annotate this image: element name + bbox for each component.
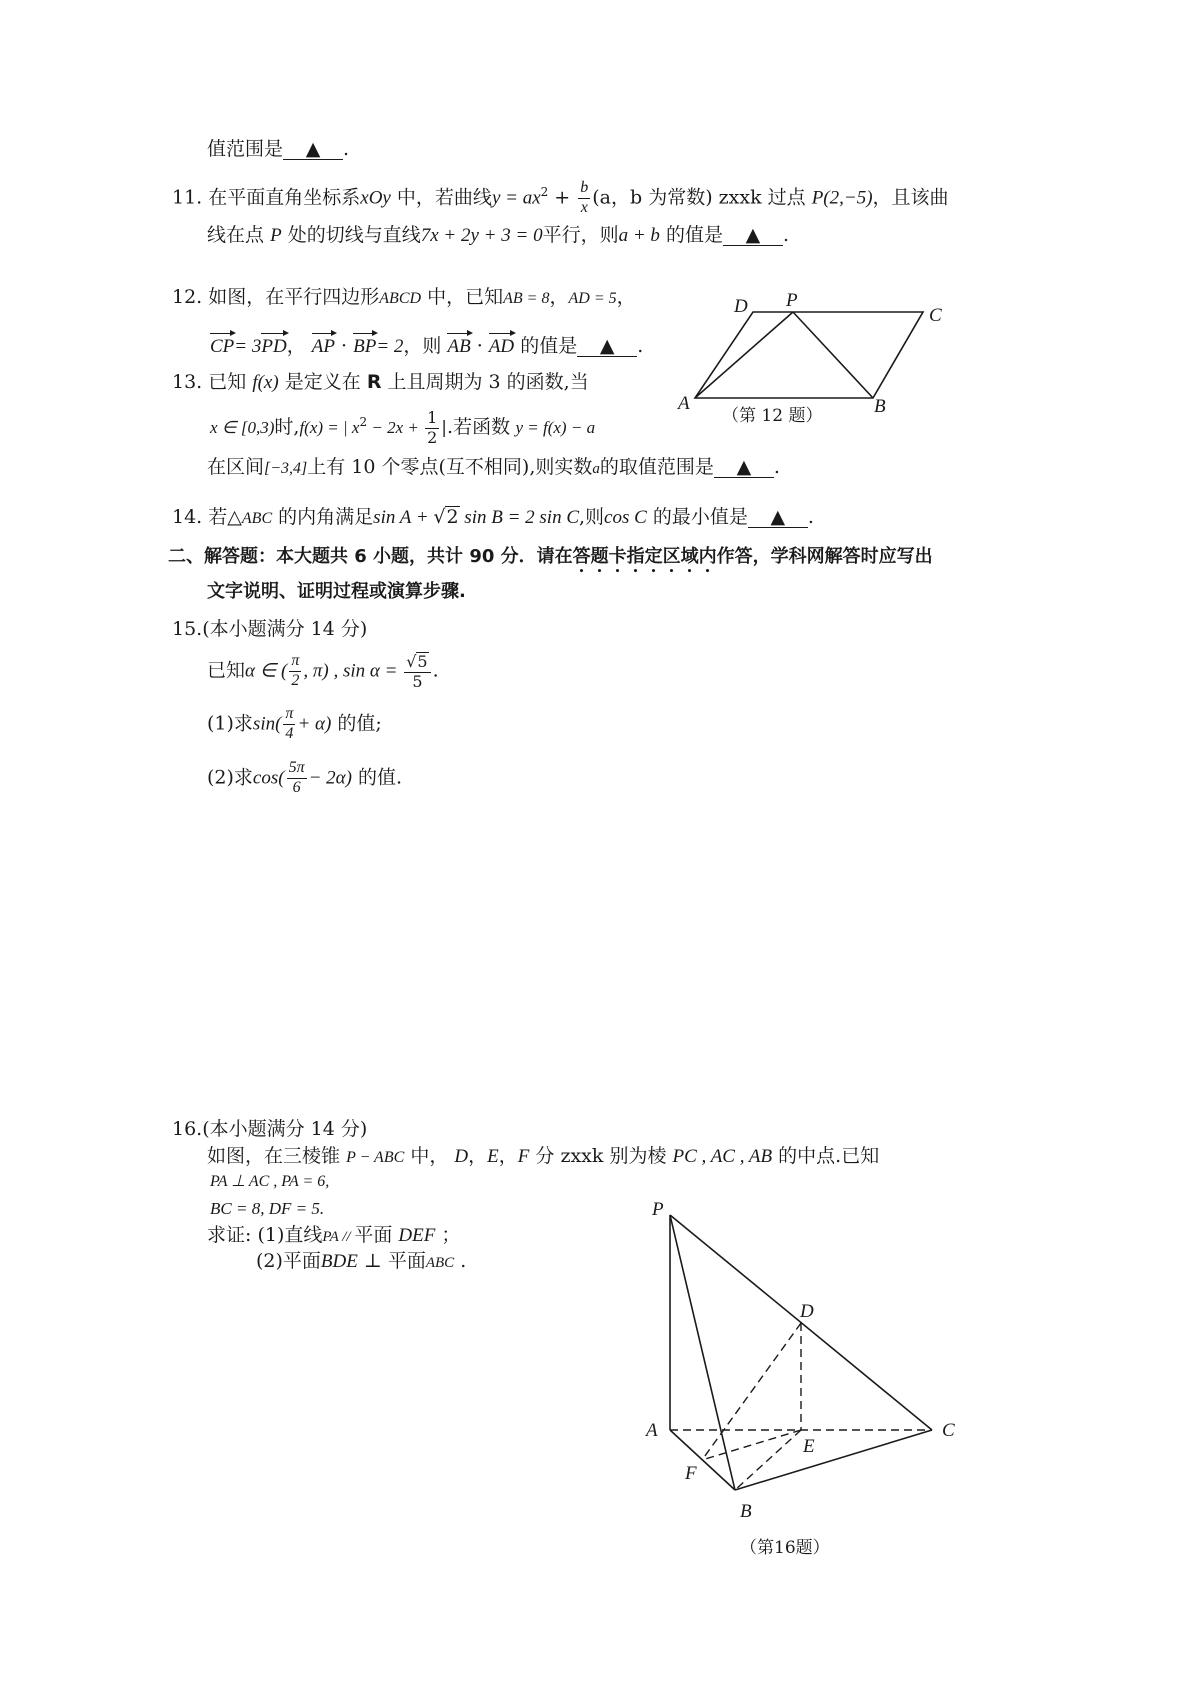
q11-number: 11. xyxy=(172,186,203,209)
q16-text: ； xyxy=(441,1224,461,1246)
q11-text: 平行，则 xyxy=(542,224,619,246)
period: . xyxy=(807,506,814,528)
period: . xyxy=(460,1250,467,1272)
q13-reals: R xyxy=(366,371,382,393)
frac-num: 1 xyxy=(427,408,438,427)
answer-blank xyxy=(748,508,808,528)
q15-text: 的值. xyxy=(358,766,403,789)
frac-den: 5 xyxy=(412,671,423,691)
q16-line2: PA ⊥ AC , PA = 6, xyxy=(210,1173,330,1190)
q11-text: 线在点 xyxy=(207,224,265,246)
vector-pd: PD xyxy=(261,333,286,356)
q15-5pi-6 xyxy=(287,760,307,797)
q13-half xyxy=(425,410,439,447)
vector-ab: AB xyxy=(447,333,470,356)
q16-pa: PA xyxy=(322,1229,339,1245)
q15-sqrt5-over-5: $\frac{√5}{5}$ xyxy=(404,652,430,691)
q16-perp: ⊥ xyxy=(357,1250,388,1272)
answer-blank xyxy=(283,140,343,160)
q16-pyramid: P − ABC xyxy=(346,1149,405,1166)
q13-text: 在区间 xyxy=(207,456,265,478)
q16-sep: ， xyxy=(498,1145,518,1167)
q15-cos-close: − 2α) xyxy=(308,767,352,789)
q16-abc: ABC xyxy=(425,1255,455,1271)
label-d: D xyxy=(734,296,748,317)
q13-interval: [−3,4] xyxy=(264,460,308,477)
q12-ab: AB = 8 xyxy=(503,290,550,307)
q16-e: E xyxy=(487,1146,499,1167)
q12-parallelogram-figure xyxy=(670,285,970,435)
q16-parallel: // xyxy=(338,1229,355,1245)
q14-triangle: ABC xyxy=(241,510,273,527)
q13-gdef: y = f(x) − a xyxy=(515,417,596,437)
q13-exponent: 2 xyxy=(359,415,368,430)
label-a: A xyxy=(646,1420,658,1441)
label-b: B xyxy=(874,396,886,417)
q16-d: D xyxy=(454,1146,469,1167)
q16-text: 的中点.已知 xyxy=(778,1145,880,1167)
q15-text: (2)求 xyxy=(207,766,253,789)
q11-text: 在平面直角坐标系 xyxy=(208,186,361,209)
q14-cos-c: cos C xyxy=(604,507,647,528)
label-b: B xyxy=(740,1501,752,1522)
q13-text: 已知 xyxy=(208,371,247,393)
label-e: E xyxy=(803,1436,815,1457)
q15-heading: 15.(本小题满分 14 分) xyxy=(172,618,368,640)
frac-den: 6 xyxy=(292,778,301,796)
frac-den: 2 xyxy=(427,427,438,447)
q12-text: ，则 xyxy=(403,335,442,357)
q16-text: 求证: (1)直线 xyxy=(207,1224,323,1246)
q11-text: 的值是 xyxy=(665,224,723,246)
q14-text: 的内角满足 xyxy=(278,506,374,528)
q11-coord-system: xOy xyxy=(360,187,391,209)
q16-text: (2)平面 xyxy=(256,1250,321,1272)
q14-number: 14. xyxy=(172,506,203,528)
vector-ap: AP xyxy=(312,333,335,356)
q11-plus: + xyxy=(548,186,577,209)
q10-tail-text: 值范围是 xyxy=(207,138,284,160)
q13-text: 时, xyxy=(274,415,300,438)
dot-operator: · xyxy=(341,335,348,357)
q11-fraction xyxy=(578,180,590,217)
section2-text: 文字说明、证明过程或演算步骤. xyxy=(207,581,466,602)
frac-num: 5π xyxy=(287,760,307,779)
q15-sin-close: + α) xyxy=(297,713,332,735)
frac-den: x xyxy=(580,198,588,216)
section2-text: 二、解答题：本大题共 6 小题，共计 90 分．请在 xyxy=(168,546,573,567)
q16-text: 分 zxxk 别为棱 xyxy=(535,1145,667,1167)
frac-den: 4 xyxy=(285,724,294,742)
frac-num: b xyxy=(578,180,590,199)
q11-point: P(2,−5) xyxy=(811,187,873,209)
q15-alpha: α ∈ ( xyxy=(245,660,288,682)
period: . xyxy=(343,138,350,160)
q16-line3: BC = 8, DF = 5. xyxy=(210,1199,325,1218)
q13-text: 的取值范围是 xyxy=(599,456,714,478)
q12-parallelogram: ABCD xyxy=(379,290,422,307)
q11-exponent: 2 xyxy=(540,184,549,199)
q12-line1 xyxy=(172,288,636,307)
answer-blank xyxy=(723,226,783,246)
q15-sin-alpha: , π) , sin α = xyxy=(303,660,403,682)
answer-blank xyxy=(577,337,637,357)
label-d: D xyxy=(800,1301,814,1322)
q13-line1 xyxy=(172,373,589,392)
q15-text: (1)求 xyxy=(207,712,253,735)
vector-bp: BP xyxy=(353,333,376,356)
q11-sum: a + b xyxy=(618,225,660,246)
label-a: A xyxy=(678,393,690,414)
q10-tail xyxy=(207,140,349,160)
q16-text: 中， xyxy=(410,1145,449,1167)
frac-num: π xyxy=(289,653,301,672)
section2-text: 作答，学科网解答时应写出 xyxy=(716,546,933,567)
section2-emphasis: 答题卡指定区域内 xyxy=(572,546,717,567)
q11-text: 中，若曲线 xyxy=(396,186,492,209)
q13-line3 xyxy=(207,458,780,478)
q13-a: a xyxy=(592,461,600,477)
q14-line: 14. 若△ABC 的内角满足sin A + √2 sin B = 2 sin C,则cos C 的最小值是 ▲ . xyxy=(172,506,814,528)
q15-pi-quarter xyxy=(283,706,295,743)
q14-text: 的最小值是 xyxy=(652,506,748,528)
q11-line2 xyxy=(207,226,789,246)
answer-mark: ▲ xyxy=(305,138,321,160)
period: . xyxy=(782,224,790,246)
answer-mark: ▲ xyxy=(770,506,786,528)
q12-sep: ， xyxy=(286,335,306,357)
q11-text: ，且该曲 xyxy=(872,186,949,209)
q13-line2 xyxy=(210,410,595,447)
q15-pi-half xyxy=(289,653,301,690)
segment-bp xyxy=(793,312,873,398)
answer-blank xyxy=(714,458,774,478)
q13-domain: x ∈ [0,3) xyxy=(210,417,275,437)
q11-text: (a，b 为常数) zxxk 过点 xyxy=(592,186,806,209)
q16-text: 平面 xyxy=(354,1224,393,1246)
label-p: P xyxy=(786,290,798,311)
q15-text: 的值; xyxy=(337,712,382,735)
q14-sin-b: sin B = 2 sin C xyxy=(459,507,579,528)
label-p: P xyxy=(652,1199,664,1220)
q12-caption: （第 12 题） xyxy=(722,406,823,426)
segment-be-hidden xyxy=(735,1430,801,1490)
q12-eq: = 3 xyxy=(234,336,262,357)
q13-number: 13. xyxy=(172,371,203,393)
q16-caption: （第16题） xyxy=(740,1538,830,1558)
period: . xyxy=(432,659,439,682)
answer-mark: ▲ xyxy=(745,224,761,246)
vector-ad: AD xyxy=(489,333,514,356)
dot-operator: · xyxy=(476,335,483,357)
frac-num: π xyxy=(283,706,295,725)
q16-text: 平面 xyxy=(387,1250,426,1272)
q14-text: 若△ xyxy=(208,506,242,528)
label-c: C xyxy=(929,305,942,326)
q16-line1 xyxy=(207,1147,879,1166)
edge-bc xyxy=(735,1430,932,1490)
label-c: C xyxy=(942,1420,955,1441)
edge-pb xyxy=(670,1215,735,1490)
abs-bar: | xyxy=(441,417,448,438)
section2-heading-line1 xyxy=(168,546,933,577)
q16-line4 xyxy=(207,1226,460,1245)
q12-eq: = 2 xyxy=(376,336,404,357)
q13-text: .若函数 xyxy=(447,415,511,438)
q15-given xyxy=(207,652,439,691)
q14-sqrt2: 2 xyxy=(446,506,459,528)
segment-df-hidden xyxy=(702,1323,801,1460)
q16-line5 xyxy=(256,1252,466,1271)
q12-ad: AD = 5 xyxy=(568,290,617,307)
q14-sin-a: sin A + xyxy=(373,507,434,528)
q13-text: 是定义在 xyxy=(284,371,361,393)
q13-fx: f(x) xyxy=(252,372,279,393)
q16-edges: PC , AC , AB xyxy=(672,1146,773,1167)
q12-comma: ， xyxy=(616,286,636,308)
q12-line2 xyxy=(210,333,643,357)
edge-ab xyxy=(670,1430,735,1490)
q16-text: 如图，在三棱锥 xyxy=(207,1145,341,1167)
edge-pc xyxy=(670,1215,932,1430)
q16-f: F xyxy=(517,1146,530,1167)
frac-den: 2 xyxy=(291,671,300,689)
q15-text: 已知 xyxy=(207,659,246,682)
answer-mark: ▲ xyxy=(599,335,615,357)
q14-text: ,则 xyxy=(579,506,605,528)
period: . xyxy=(773,456,780,478)
q16-bde: BDE xyxy=(320,1251,358,1272)
q16-heading: 16.(本小题满分 14 分) xyxy=(172,1118,368,1140)
q15-cos: cos( xyxy=(252,767,285,789)
q11-curve: y = ax xyxy=(491,187,541,209)
q13-fdef: f(x) = | x xyxy=(299,417,360,437)
q13-text: 上有 10 个零点(互不相同),则实数 xyxy=(307,456,593,478)
q11-text: 处的切线与直线 xyxy=(287,224,421,246)
q13-minus: − 2x + xyxy=(367,417,424,437)
q15-part2 xyxy=(207,760,402,797)
q11-point-p: P xyxy=(270,225,282,246)
q16-sep: ， xyxy=(468,1145,488,1167)
vector-cp: CP xyxy=(210,333,234,356)
q16-def: DEF xyxy=(398,1225,436,1246)
section2-heading-line2 xyxy=(207,583,466,601)
q13-text: 上且周期为 3 的函数,当 xyxy=(387,371,589,393)
sqrt-5: 5 xyxy=(417,652,428,671)
q15-part1 xyxy=(207,706,382,743)
q12-number: 12. xyxy=(172,286,203,308)
parallelogram-abcd xyxy=(695,312,923,398)
segment-ef-hidden xyxy=(702,1430,801,1460)
answer-mark: ▲ xyxy=(736,456,752,478)
q12-comma: ， xyxy=(549,286,569,308)
q12-text: 如图，在平行四边形 xyxy=(208,286,380,308)
q12-text: 中，已知 xyxy=(427,286,504,308)
q11-line-equation: 7x + 2y + 3 = 0 xyxy=(420,225,543,246)
q16-pyramid-figure xyxy=(630,1185,990,1570)
q12-text: 的值是 xyxy=(520,335,578,357)
label-f: F xyxy=(685,1463,697,1484)
q11-line1 xyxy=(172,180,949,217)
period: . xyxy=(637,335,644,357)
q15-sin: sin( xyxy=(252,713,282,735)
